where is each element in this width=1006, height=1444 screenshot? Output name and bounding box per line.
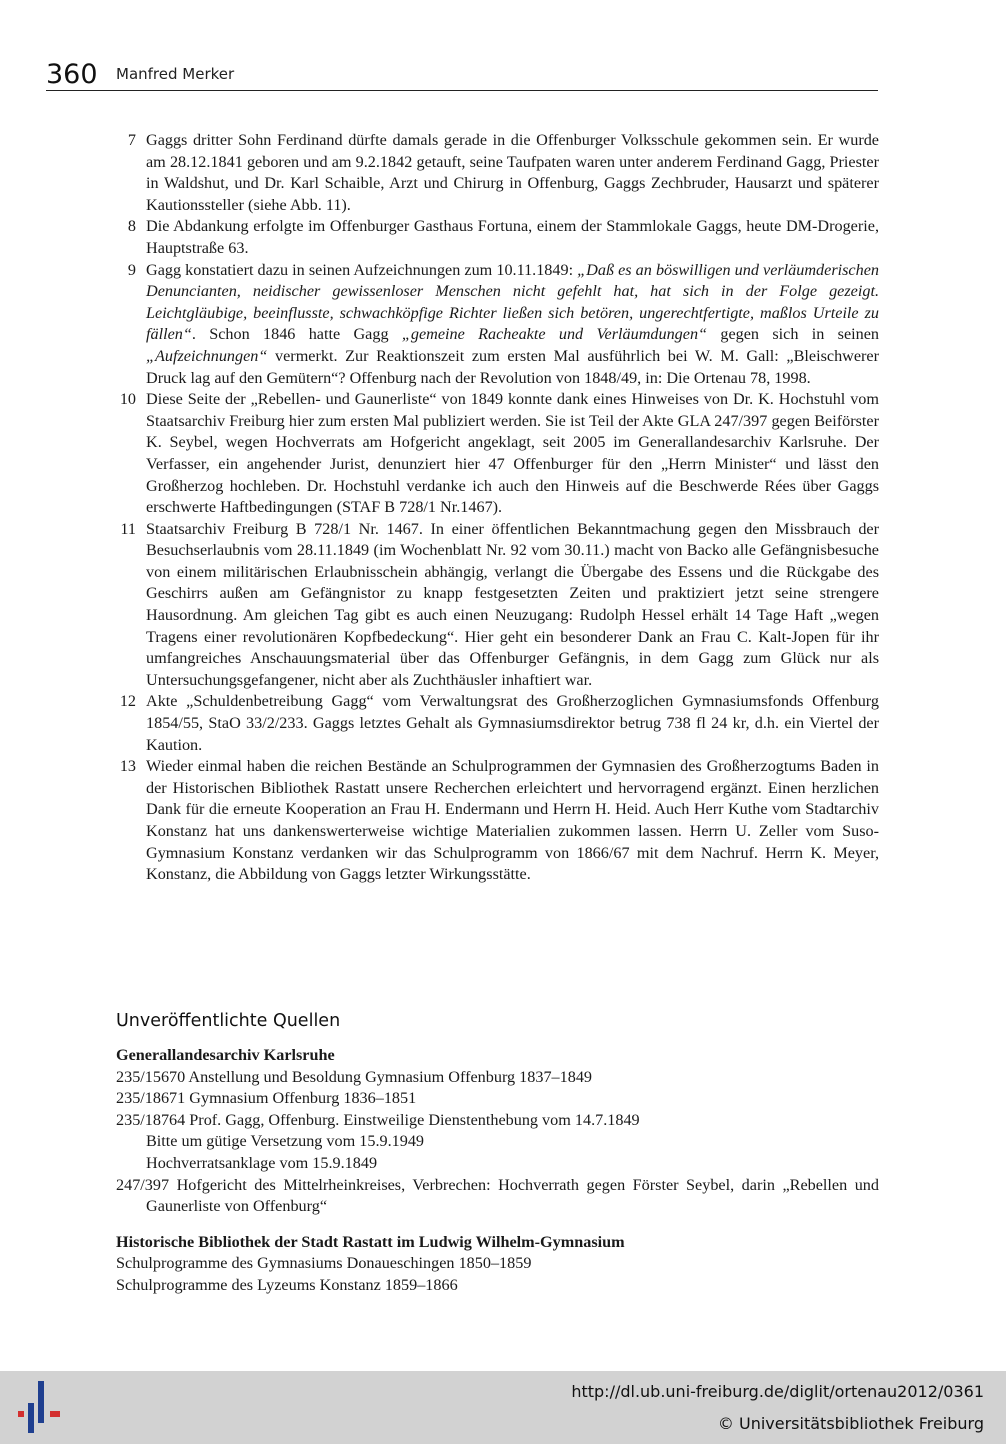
source-entry: 235/18764 Prof. Gagg, Offenburg. Einstweilige Dienstenthebung vom 14.7.1849 [116,1110,640,1129]
endnote-number: 13 [119,757,136,776]
endnote-8 [116,216,879,259]
source-entry: 247/397 Hofgericht des Mittelrheinkreises, Verbrechen: Hochverrath gegen Förster Seybel, darin „Rebellen und Gaunerliste von Offenburg“ [116,1175,879,1216]
endnote-text: Diese Seite der „Rebellen- und Gaunerliste“ von 1849 konnte dank eines Hinweises von Dr. K. Hochstuhl vom Staatsarchiv Freiburg hier zum ersten Mal publiziert werden. Sie ist Teil der Akte GLA 247/397 gegen Beiförster K. Seybel, wegen Hochverrats am Hofgericht angeklagt, seit 2005 im Generallandesarchiv Karlsruhe. Der Verfasser, ein angehender Jurist, denunziert hier 47 Offenburger für den „Herrn Minister“ und lässt den Großherzog hochleben. Dr. Hochstuhl verdanke ich auch den Hinweis auf die Beschwerde Rées über Gaggs erschwerte Haftbedingungen (STAF B 728/1 Nr.1467). [146,390,879,517]
endnote-number: 12 [119,692,136,711]
endnote-number: 8 [127,217,136,236]
archive-group-rastatt [116,1232,879,1297]
source-url-link[interactable]: http://dl.ub.uni-freiburg.de/diglit/ortenau2012/0361 [571,1382,984,1401]
endnote-text: Wieder einmal haben die reichen Bestände an Schulprogrammen der Gymnasien des Großherzogtums Baden in der Historischen Bibliothek Rastatt unsere Recherchen erleichtert und hervorragend ergänzt. Einen herzlichen Dank für die erneute Kooperation an Frau H. Endermann und Herrn H. Heid. Auch Herr Kuthe vom Stadtarchiv Konstanz hat uns dankenswerterweise wichtige Materialien zukommen lassen. Herrn U. Zeller vom Suso-Gymnasium Konstanz verdanken wir das Schulprogramm von 1866/67 mit dem Nachruf. Herrn K. Meyer, Konstanz, die Abbildung von Gaggs letzter Wirkungsstätte. [146,757,879,884]
archive-group-karlsruhe [116,1045,879,1218]
library-logo-icon [14,1381,62,1433]
endnote-text: Akte „Schuldenbetreibung Gagg“ vom Verwaltungsrat des Großherzoglichen Gymnasiumsfonds Offenburg 1854/55, StaO 33/2/233. Gaggs letztes Gehalt als Gymnasiumsdirektor betrug 738 fl 24 kr, d.h. ein Viertel der Kaution. [146,692,879,754]
copyright-text: © Universitätsbibliothek Freiburg [717,1414,984,1433]
source-subentry: Bitte um gütige Versetzung vom 15.9.1949 [146,1132,425,1151]
footer-bar [0,1371,1006,1444]
endnote-11 [116,519,879,692]
endnote-12 [116,691,879,756]
endnotes [116,130,879,886]
endnote-number: 7 [127,131,136,149]
endnote-7 [116,130,879,216]
source-subentry: Hochverratsanklage vom 15.9.1849 [146,1153,378,1172]
source-entry: 235/15670 Anstellung und Besoldung Gymnasium Offenburg 1837–1849 [116,1067,593,1086]
source-entry: Schulprogramme des Lyzeums Konstanz 1859–1866 [116,1275,458,1294]
sources-section [116,1011,879,1297]
running-head: Manfred Merker [116,65,235,83]
endnote-text: Gagg konstatiert dazu in seinen Aufzeichnungen zum 10.11.1849: „Daß es an böswilligen und verläumderischen Denuncianten, neidischer gewissenloser Menschen nicht gefehlt hat, hat sich in der Folge gezeigt. Leichtgläubige, beeinflusste, schwachköpfige Richter ließen sich betören, ungerechtfertigte, maßlos Urteile zu fällen“. Schon 1846 hatte Gagg „gemeine Racheakte und Verläumdungen“ gegen sich in seinen „Aufzeichnungen“ vermerkt. Zur Reaktionszeit zum ersten Mal ausführlich bei W. M. Gall: „Bleischwerer Druck lag auf den Gemütern“? Offenburg nach der Revolution von 1848/49, in: Die Ortenau 78, 1998. [146,260,879,387]
source-entry: Schulprogramme des Gymnasiums Donaueschingen 1850–1859 [116,1254,532,1273]
endnote-9 [116,260,879,390]
endnote-text: Gaggs dritter Sohn Ferdinand dürfte damals gerade in die Offenburger Volksschule gekommen sein. Er wurde am 28.12.1841 geboren und am 9.2.1842 getauft, seine Taufpaten waren unter anderem Ferdinand Gagg, Priester in Waldshut, und Dr. Karl Schaible, Arzt und Chirurg in Offenburg, Gaggs Zechbruder, Hausarzt und späterer Kautionssteller (siehe Abb. 11). [146,131,879,214]
source-entry: 235/18671 Gymnasium Offenburg 1836–1851 [116,1089,417,1108]
page-header [46,60,878,91]
endnote-number: 9 [127,260,136,279]
endnote-number: 11 [120,519,136,538]
endnote-text: Staatsarchiv Freiburg B 728/1 Nr. 1467. In einer öffentlichen Bekanntmachung gegen den Missbrauch der Besuchserlaubnis vom 28.11.1849 (im Wochenblatt Nr. 92 vom 30.11.) macht von Backo alle Gefängnisbesuche von einem militärischen Erlaubnisschein abhängig, verlangt die Übergabe des Essens und die Rückgabe des Geschirrs außen am Gefängnistor zu knapp festgesetzten Zeiten und praktiziert jetzt seine strengere Hausordnung. Am gleichen Tag gibt es auch einen Neuzugang: Rudolph Hessel erhält 14 Tage Haft „wegen Tragens einer revolutionären Kopfbedeckung“. Hier geht ein besonderer Dank an Frau C. Kalt-Jopen für ihr umfangreiches Anschauungsmaterial über das Offenburger Gefängnis, in dem Gagg zum Glück nur als Untersuchungsgefangener, nicht aber als Zuchthäusler inhaftiert war. [146,519,879,689]
endnote-13 [116,756,879,886]
endnote-number: 10 [119,390,136,409]
archive-title: Generallandesarchiv Karlsruhe [116,1046,335,1064]
sources-heading: Unveröffentlichte Quellen [116,1011,341,1031]
archive-title: Historische Bibliothek der Stadt Rastatt im Ludwig Wilhelm-Gymnasium [116,1232,625,1251]
endnote-text: Die Abdankung erfolgte im Offenburger Gasthaus Fortuna, einem der Stammlokale Gaggs, heute DM-Drogerie, Hauptstraße 63. [146,217,879,257]
page-number: 360 [46,59,98,90]
endnote-10 [116,389,879,519]
